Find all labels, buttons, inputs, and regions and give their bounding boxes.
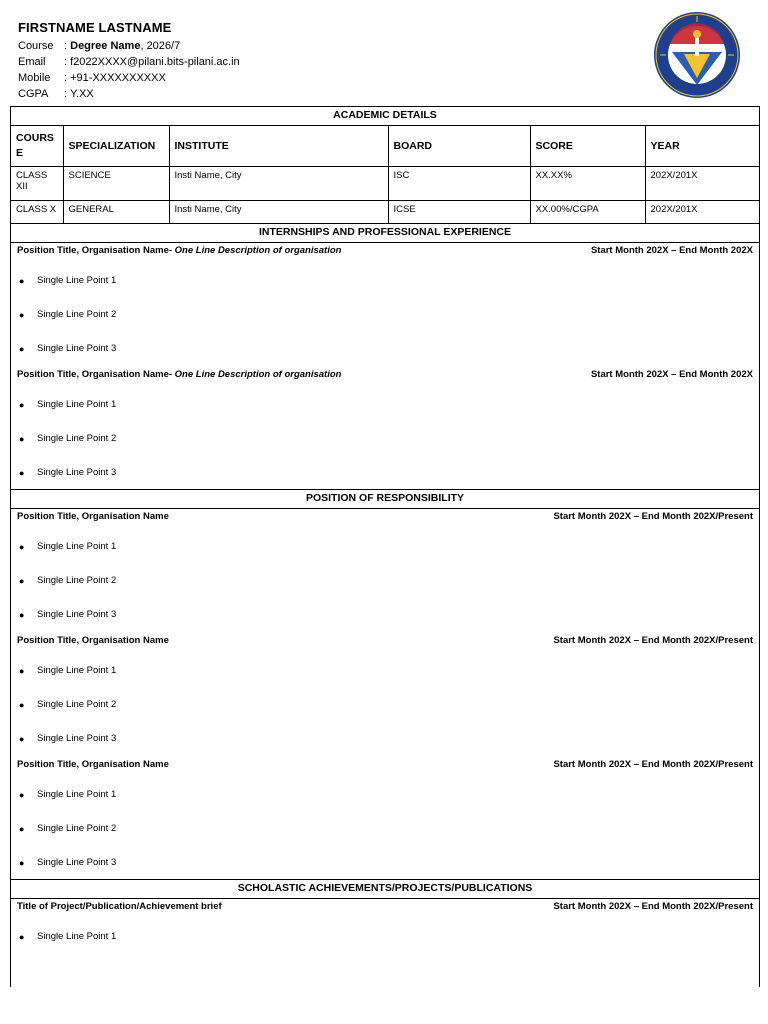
list-item (17, 821, 753, 855)
list-item (17, 607, 753, 633)
entry-title: Position Title, Organisation Name (17, 759, 169, 770)
col-header-specialization: SPECIALIZATION (63, 126, 169, 167)
email-separator: : (64, 56, 68, 68)
list-item (17, 465, 753, 489)
internship-list (11, 243, 759, 489)
por-list (11, 509, 759, 879)
entry-header (17, 509, 753, 529)
col-header-year: YEAR (645, 126, 759, 167)
por-entry (11, 509, 759, 633)
table-cell: GENERAL (63, 201, 169, 224)
list-item-text: Single Line Point 2 (37, 699, 117, 710)
entry-header (17, 633, 753, 653)
course-label: Course (18, 40, 54, 52)
list-item (17, 855, 753, 879)
entry-title-text: Position Title, Organisation Name- (17, 245, 175, 256)
list-item-text: Single Line Point 1 (37, 665, 117, 676)
entry-dates: Start Month 202X – End Month 202X/Present (553, 635, 753, 646)
list-item-text: Single Line Point 2 (37, 575, 117, 586)
list-item-text: Single Line Point 3 (37, 733, 117, 744)
bullet-list (17, 653, 753, 757)
cgpa-value: Y.XX (70, 88, 94, 100)
academic-header-row (11, 126, 759, 167)
table-cell: Insti Name, City (169, 201, 388, 224)
table-cell: XX.00%/CGPA (530, 201, 645, 224)
scholastic-list (11, 899, 759, 963)
list-item-text: Single Line Point 2 (37, 433, 117, 444)
entry-title (17, 369, 341, 387)
bullet-icon: ● (19, 468, 25, 478)
list-item (17, 573, 753, 607)
bullet-list (17, 263, 753, 367)
list-item (17, 539, 753, 573)
bullet-icon: ● (19, 790, 25, 800)
entry-dates: Start Month 202X – End Month 202X (590, 369, 753, 380)
resume-header (18, 20, 578, 102)
bullet-icon: ● (19, 610, 25, 620)
course-separator: : (64, 40, 68, 52)
list-item (17, 431, 753, 465)
entry-dates: Start Month 202X – End Month 202X/Present (553, 759, 753, 770)
cgpa-label: CGPA (18, 88, 49, 100)
course-value (70, 38, 180, 54)
por-entry (11, 633, 759, 757)
list-item-text: Single Line Point 1 (37, 399, 117, 410)
list-item-text: Single Line Point 1 (37, 541, 117, 552)
email-label: Email (18, 56, 46, 68)
email-value: f2022XXXX@pilani.bits-pilani.ac.in (70, 56, 240, 68)
list-item-text: Single Line Point 3 (37, 343, 117, 354)
bullet-icon: ● (19, 932, 25, 942)
table-cell: 202X/201X (645, 201, 759, 224)
list-item-text: Single Line Point 2 (37, 309, 117, 320)
mobile-separator: : (64, 72, 68, 84)
entry-dates: Start Month 202X – End Month 202X (590, 245, 753, 256)
bullet-icon: ● (19, 344, 25, 354)
entry-description: One Line Description of organisation (174, 369, 342, 380)
bullet-icon: ● (19, 666, 25, 676)
entry-title: Position Title, Organisation Name (17, 635, 169, 646)
por-entry (11, 757, 759, 879)
list-item-text: Single Line Point 1 (37, 789, 117, 800)
list-item-text: Single Line Point 2 (37, 823, 117, 834)
table-cell: 202X/201X (645, 167, 759, 201)
entry-title: Position Title, Organisation Name (17, 511, 169, 522)
list-item (17, 307, 753, 341)
bullet-icon: ● (19, 858, 25, 868)
course-row (18, 38, 578, 54)
internship-entry (11, 243, 759, 367)
col-header-board: BOARD (388, 126, 530, 167)
candidate-name: FIRSTNAME LASTNAME (18, 20, 172, 35)
cgpa-separator: : (64, 88, 68, 100)
mobile-value: +91-XXXXXXXXXX (70, 72, 166, 84)
academic-section-title: ACADEMIC DETAILS (11, 107, 759, 126)
mobile-label: Mobile (18, 72, 51, 84)
entry-header (17, 243, 753, 263)
list-item-text: Single Line Point 1 (37, 275, 117, 286)
entry-header (17, 899, 753, 919)
cgpa-row (18, 86, 578, 102)
list-item (17, 697, 753, 731)
course-year: , 2026/7 (140, 40, 181, 52)
table-row (11, 167, 759, 201)
resume-body (10, 106, 760, 987)
col-header-course (11, 126, 63, 167)
bullet-icon: ● (19, 542, 25, 552)
academic-table (11, 126, 759, 224)
entry-title: Title of Project/Publication/Achievement brief (17, 901, 222, 912)
email-row (18, 54, 578, 70)
entry-header (17, 367, 753, 387)
mobile-row (18, 70, 578, 86)
list-item-text: Single Line Point 3 (37, 467, 117, 478)
col-header-course-text: COURS E (16, 132, 54, 159)
degree-name: Degree Name (70, 40, 141, 52)
table-cell: Insti Name, City (169, 167, 388, 201)
list-item-text: Single Line Point 3 (37, 857, 117, 868)
table-cell: ISC (388, 167, 530, 201)
bullet-icon: ● (19, 434, 25, 444)
bullet-icon: ● (19, 310, 25, 320)
por-section-title: POSITION OF RESPONSIBILITY (11, 489, 759, 509)
table-row (11, 201, 759, 224)
entry-title (17, 245, 341, 263)
bullet-icon: ● (19, 400, 25, 410)
col-header-score: SCORE (530, 126, 645, 167)
list-item (17, 273, 753, 307)
bullet-icon: ● (19, 700, 25, 710)
entry-header (17, 757, 753, 777)
bullet-list (17, 529, 753, 633)
bullet-icon: ● (19, 824, 25, 834)
bullet-icon: ● (19, 276, 25, 286)
list-item (17, 663, 753, 697)
bullet-icon: ● (19, 576, 25, 586)
list-item (17, 397, 753, 431)
scholastic-entry (11, 899, 759, 963)
list-item (17, 787, 753, 821)
entry-dates: Start Month 202X – End Month 202X/Present (553, 901, 753, 912)
list-item (17, 731, 753, 757)
entry-dates: Start Month 202X – End Month 202X/Present (553, 511, 753, 522)
table-cell: SCIENCE (63, 167, 169, 201)
entry-description: One Line Description of organisation (174, 245, 342, 256)
internships-section-title: INTERNSHIPS AND PROFESSIONAL EXPERIENCE (11, 224, 759, 243)
internship-entry (11, 367, 759, 489)
table-cell: CLASS XII (11, 167, 63, 201)
bullet-list (17, 387, 753, 489)
entry-title-text: Position Title, Organisation Name- (17, 369, 175, 380)
list-item (17, 341, 753, 367)
table-cell: XX.XX% (530, 167, 645, 201)
col-header-institute: INSTITUTE (169, 126, 388, 167)
table-cell: ICSE (388, 201, 530, 224)
list-item (17, 929, 753, 963)
bullet-list (17, 919, 753, 963)
bits-pilani-crest-icon (652, 10, 742, 100)
scholastic-section-title: SCHOLASTIC ACHIEVEMENTS/PROJECTS/PUBLICATIONS (11, 879, 759, 899)
table-cell: CLASS X (11, 201, 63, 224)
bullet-list (17, 777, 753, 879)
bullet-icon: ● (19, 734, 25, 744)
list-item-text: Single Line Point 3 (37, 609, 117, 620)
list-item-text: Single Line Point 1 (37, 931, 117, 942)
